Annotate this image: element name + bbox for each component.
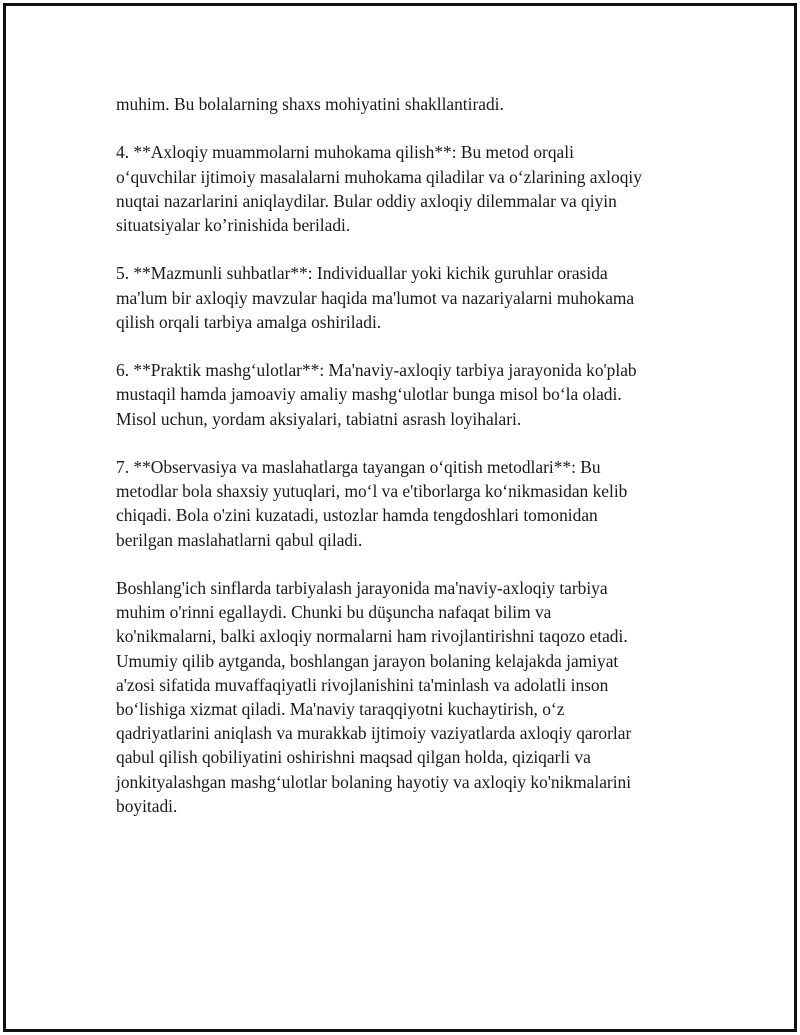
- text-line: Misol uchun, yordam aksiyalari, tabiatni asrash loyihalari.: [116, 408, 522, 429]
- text-line: ko'nikmalarni, balki axloqiy normalarni ham rivojlantirishni taqozo etadi.: [116, 626, 628, 647]
- text-line: Umumiy qilib aytganda, boshlangan jarayon bolaning kelajakda jamiyat: [116, 650, 619, 671]
- text-line: o‘quvchilar ijtimoiy masalalarni muhokama qiladilar va o‘zlarining axloqiy: [116, 166, 642, 187]
- text-line: ma'lum bir axloqiy mavzular haqida ma'lumot va nazariyalarni muhokama: [116, 287, 635, 308]
- text-line: berilgan maslahatlarni qabul qiladi.: [116, 529, 363, 550]
- text-line: boyitadi.: [116, 795, 178, 816]
- text-line: qabul qilish qobiliyatini oshirishni maqsad qilgan holda, qiziqarli va: [116, 747, 591, 768]
- text-line: chiqadi. Bola o'zini kuzatadi, ustozlar hamda tengdoshlari tomonidan: [116, 505, 598, 526]
- paragraph-method-7: [116, 455, 696, 552]
- paragraph-method-4: [116, 140, 696, 237]
- text-line: muhim o'rinni egallaydi. Chunki bu düşuncha nafaqat bilim va: [116, 602, 552, 623]
- text-line: 5. **Mazmunli suhbatlar**: Individuallar yoki kichik guruhlar orasida: [116, 263, 608, 284]
- text-line: 6. **Praktik mashg‘ulotlar**: Ma'naviy-axloqiy tarbiya jarayonida ko'plab: [116, 360, 637, 381]
- text-line: Boshlang'ich sinflarda tarbiyalash jarayonida ma'naviy-axloqiy tarbiya: [116, 577, 608, 598]
- text-line: 4. **Axloqiy muammolarni muhokama qilish**: Bu metod orqali: [116, 142, 574, 163]
- text-line: 7. **Observasiya va maslahatlarga tayangan o‘qitish metodlari**: Bu: [116, 456, 601, 477]
- text-line: metodlar bola shaxsiy yutuqlari, mo‘l va e'tiborlarga ko‘nikmasidan kelib: [116, 481, 628, 502]
- paragraph-conclusion: [116, 576, 696, 818]
- document-body: [116, 92, 696, 842]
- text-line: bo‘lishiga xizmat qiladi. Ma'naviy taraqqiyotni kuchaytirish, o‘z: [116, 699, 565, 719]
- paragraph-method-5: [116, 261, 696, 334]
- text-line: jonkityalashgan mashg‘ulotlar bolaning hayotiy va axloqiy ko'nikmalarini: [116, 771, 632, 792]
- text-line: muhim. Bu bolalarning shaxs mohiyatini shakllantiradi.: [116, 94, 504, 114]
- paragraph-intro-tail: [116, 92, 696, 116]
- text-line: qadriyatlarini aniqlash va murakkab ijtimoiy vaziyatlarda axloqiy qarorlar: [116, 723, 632, 744]
- text-line: a'zosi sifatida muvaffaqiyatli rivojlanishini ta'minlash va adolatli inson: [116, 674, 609, 695]
- paragraph-method-6: [116, 358, 696, 431]
- text-line: nuqtai nazarlarini aniqlaydilar. Bular oddiy axloqiy dilemmalar va qiyin: [116, 190, 617, 211]
- text-line: situatsiyalar ko’rinishida beriladi.: [116, 215, 351, 235]
- text-line: mustaqil hamda jamoaviy amaliy mashg‘ulotlar bunga misol bo‘la oladi.: [116, 384, 622, 405]
- text-line: qilish orqali tarbiya amalga oshiriladi.: [116, 311, 382, 332]
